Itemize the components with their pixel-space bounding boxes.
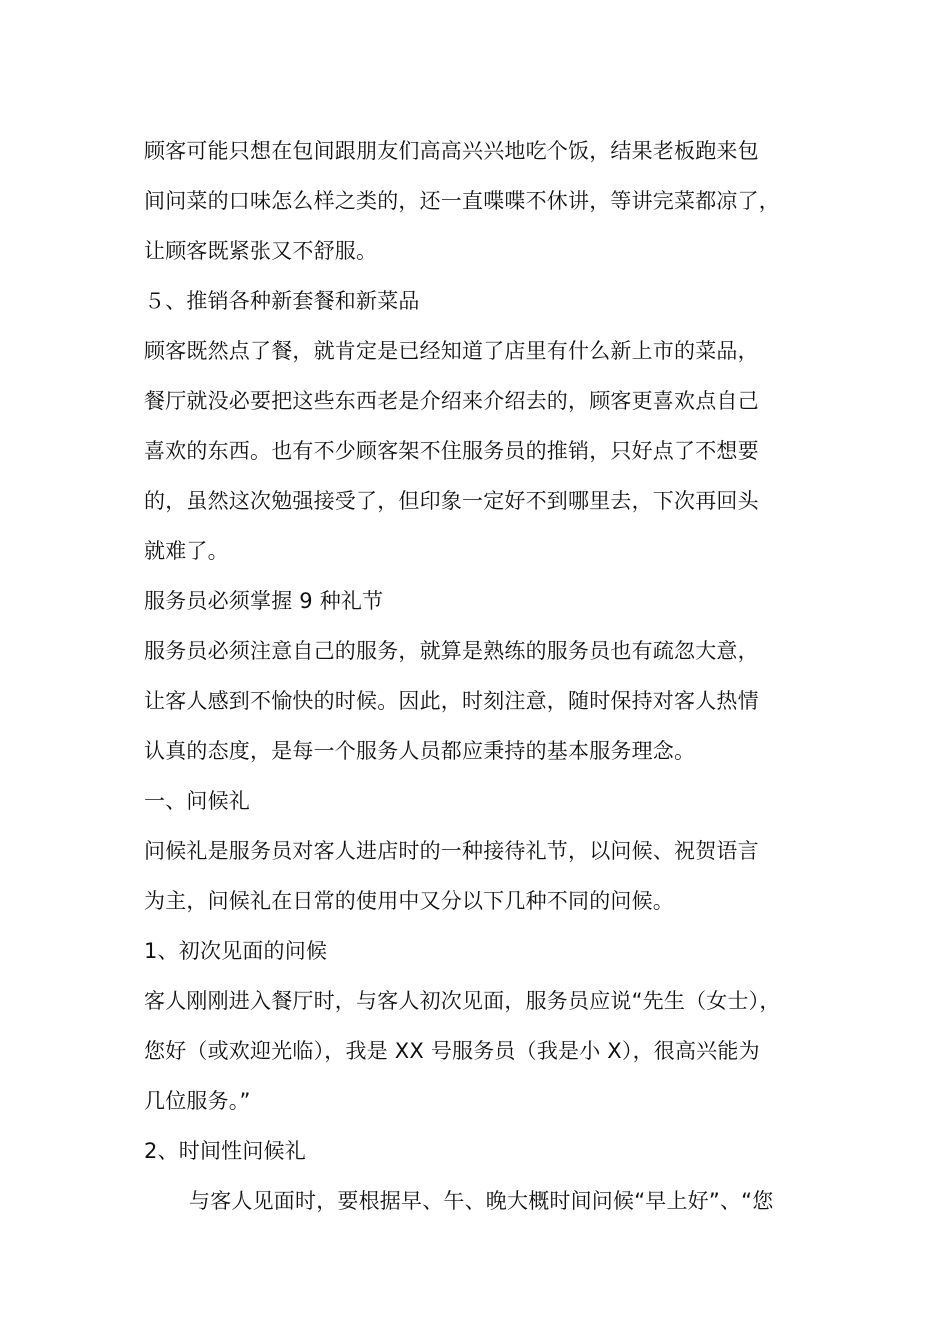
paragraph-line: 与客人见面时，要根据早、午、晚大概时间问候“早上好”、“您 — [189, 1189, 774, 1213]
document-body — [144, 126, 844, 1226]
section-heading: 一、问候礼 — [144, 789, 250, 813]
paragraph-line: 几位服务。” — [144, 1089, 251, 1113]
section-heading: 2、时间性问候礼 — [144, 1139, 306, 1163]
paragraph-line: 顾客可能只想在包间跟朋友们高高兴兴地吃个饭，结果老板跑来包 — [144, 139, 759, 163]
section-heading: 1、初次见面的问候 — [144, 939, 328, 963]
paragraph-line: 餐厅就没必要把这些东西老是介绍来介绍去的，顾客更喜欢点自己 — [144, 389, 759, 413]
section-heading: 服务员必须掌握 9 种礼节 — [144, 589, 384, 613]
paragraph-line: 让顾客既紧张又不舒服。 — [144, 239, 378, 263]
paragraph-line: 让客人感到不愉快的时候。因此，时刻注意，随时保持对客人热情 — [144, 689, 759, 713]
paragraph-line: 间问菜的口味怎么样之类的，还一直喋喋不休讲，等讲完菜都凉了， — [144, 189, 780, 213]
paragraph-line: 问候礼是服务员对客人进店时的一种接待礼节，以问候、祝贺语言 — [144, 839, 759, 863]
paragraph-line: 就难了。 — [144, 539, 229, 563]
paragraph-line: 您好（或欢迎光临），我是 XX 号服务员（我是小 X），很高兴能为 — [144, 1039, 760, 1063]
paragraph-line: 顾客既然点了餐，就肯定是已经知道了店里有什么新上市的菜品， — [144, 339, 759, 363]
paragraph-line: 客人刚刚进入餐厅时，与客人初次见面，服务员应说“先生（女士）， — [144, 989, 781, 1013]
paragraph-line: 认真的态度，是每一个服务人员都应秉持的基本服务理念。 — [144, 739, 696, 763]
paragraph-line: 服务员必须注意自己的服务，就算是熟练的服务员也有疏忽大意， — [144, 639, 759, 663]
paragraph-line: 为主，问候礼在日常的使用中又分以下几种不同的问候。 — [144, 889, 674, 913]
section-heading: ５、推销各种新套餐和新菜品 — [144, 289, 420, 313]
paragraph-line: 的，虽然这次勉强接受了，但印象一定好不到哪里去，下次再回头 — [144, 489, 759, 513]
paragraph-line: 喜欢的东西。也有不少顾客架不住服务员的推销，只好点了不想要 — [144, 439, 759, 463]
